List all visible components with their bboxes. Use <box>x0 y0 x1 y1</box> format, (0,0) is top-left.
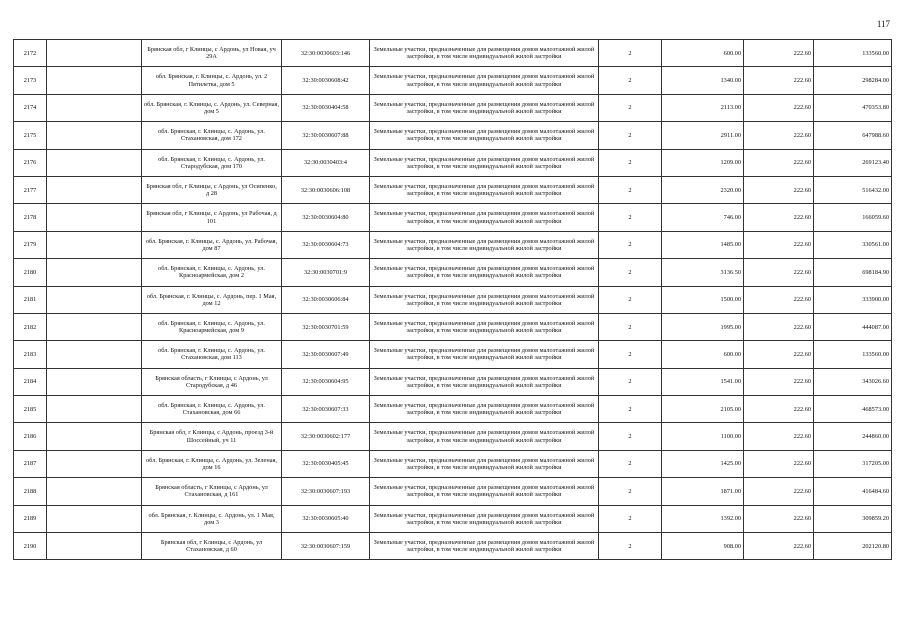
table-row <box>14 368 892 395</box>
empty-cell <box>47 423 142 450</box>
area-cell: 600.00 <box>662 40 744 67</box>
land-use-cell: Земельные участки, предназначенные для размещения домов малоэтажной жилой застройки, в том числе индивидуальной жилой застройки <box>370 478 599 505</box>
address-cell: обл. Брянская, г. Клинцы, с. Ардонь, ул. 2 Пятилетка, дом 5 <box>142 67 282 94</box>
table-row <box>14 259 892 286</box>
row-number: 2189 <box>14 505 47 532</box>
empty-cell <box>47 533 142 560</box>
rate-cell: 222.60 <box>744 286 814 313</box>
cadastral-number-cell: 32:30:0030605:40 <box>282 505 370 532</box>
rate-cell: 222.60 <box>744 204 814 231</box>
row-number: 2184 <box>14 368 47 395</box>
rate-cell: 222.60 <box>744 67 814 94</box>
category-cell: 2 <box>599 259 662 286</box>
area-cell: 1871.00 <box>662 478 744 505</box>
row-number: 2174 <box>14 94 47 121</box>
category-cell: 2 <box>599 450 662 477</box>
land-use-cell: Земельные участки, предназначенные для размещения домов малоэтажной жилой застройки, в том числе индивидуальной жилой застройки <box>370 533 599 560</box>
address-cell: Брянская обл, г Клинцы, с Ардонь, ул Рабочая, д 101 <box>142 204 282 231</box>
land-use-cell: Земельные участки, предназначенные для размещения домов малоэтажной жилой застройки, в том числе индивидуальной жилой застройки <box>370 40 599 67</box>
category-cell: 2 <box>599 423 662 450</box>
rate-cell: 222.60 <box>744 313 814 340</box>
address-cell: Брянская обл, г Клинцы, с Ардонь, ул Осипенко, д 28 <box>142 176 282 203</box>
land-use-cell: Земельные участки, предназначенные для размещения домов малоэтажной жилой застройки, в том числе индивидуальной жилой застройки <box>370 505 599 532</box>
category-cell: 2 <box>599 204 662 231</box>
cadastral-value-cell: 298284.00 <box>814 67 892 94</box>
row-number: 2177 <box>14 176 47 203</box>
table-row <box>14 176 892 203</box>
empty-cell <box>47 204 142 231</box>
empty-cell <box>47 313 142 340</box>
rate-cell: 222.60 <box>744 40 814 67</box>
address-cell: обл. Брянская, г. Клинцы, с. Ардонь, ул. Рабочая, дом 87 <box>142 231 282 258</box>
category-cell: 2 <box>599 40 662 67</box>
row-number: 2180 <box>14 259 47 286</box>
address-cell: обл. Брянская, г. Клинцы, с. Ардонь, ул. Красноармейская, дом 2 <box>142 259 282 286</box>
cadastral-number-cell: 32:30:0030403:4 <box>282 149 370 176</box>
land-use-cell: Земельные участки, предназначенные для размещения домов малоэтажной жилой застройки, в том числе индивидуальной жилой застройки <box>370 122 599 149</box>
cadastral-value-cell: 333900.00 <box>814 286 892 313</box>
table-row <box>14 231 892 258</box>
category-cell: 2 <box>599 505 662 532</box>
area-cell: 600.00 <box>662 341 744 368</box>
land-use-cell: Земельные участки, предназначенные для размещения домов малоэтажной жилой застройки, в том числе индивидуальной жилой застройки <box>370 450 599 477</box>
land-use-cell: Земельные участки, предназначенные для размещения домов малоэтажной жилой застройки, в том числе индивидуальной жилой застройки <box>370 149 599 176</box>
table-row <box>14 94 892 121</box>
rate-cell: 222.60 <box>744 368 814 395</box>
empty-cell <box>47 149 142 176</box>
cadastral-value-cell: 416484.60 <box>814 478 892 505</box>
cadastral-number-cell: 32:30:0030606:108 <box>282 176 370 203</box>
land-use-cell: Земельные участки, предназначенные для размещения домов малоэтажной жилой застройки, в том числе индивидуальной жилой застройки <box>370 67 599 94</box>
cadastral-value-cell: 244860.00 <box>814 423 892 450</box>
table-row <box>14 286 892 313</box>
address-cell: Брянская область, г Клинцы, с Ардонь, ул Стахановская, д 161 <box>142 478 282 505</box>
rate-cell: 222.60 <box>744 533 814 560</box>
category-cell: 2 <box>599 122 662 149</box>
empty-cell <box>47 67 142 94</box>
rate-cell: 222.60 <box>744 231 814 258</box>
category-cell: 2 <box>599 231 662 258</box>
empty-cell <box>47 341 142 368</box>
table-row <box>14 478 892 505</box>
category-cell: 2 <box>599 533 662 560</box>
cadastral-value-cell: 166059.60 <box>814 204 892 231</box>
address-cell: обл. Брянская, г. Клинцы, с. Ардонь, ул. Красноармейская, дом 9 <box>142 313 282 340</box>
category-cell: 2 <box>599 341 662 368</box>
row-number: 2176 <box>14 149 47 176</box>
table-row <box>14 149 892 176</box>
cadastral-value-cell: 343026.60 <box>814 368 892 395</box>
land-use-cell: Земельные участки, предназначенные для размещения домов малоэтажной жилой застройки, в том числе индивидуальной жилой застройки <box>370 313 599 340</box>
address-cell: Брянская обл, г Клинцы, с Ардонь, ул Стахановская, д 60 <box>142 533 282 560</box>
rate-cell: 222.60 <box>744 423 814 450</box>
row-number: 2173 <box>14 67 47 94</box>
category-cell: 2 <box>599 368 662 395</box>
empty-cell <box>47 478 142 505</box>
area-cell: 1995.00 <box>662 313 744 340</box>
category-cell: 2 <box>599 286 662 313</box>
cadastral-number-cell: 32:30:0030606:84 <box>282 286 370 313</box>
land-use-cell: Земельные участки, предназначенные для размещения домов малоэтажной жилой застройки, в том числе индивидуальной жилой застройки <box>370 94 599 121</box>
empty-cell <box>47 450 142 477</box>
land-use-cell: Земельные участки, предназначенные для размещения домов малоэтажной жилой застройки, в том числе индивидуальной жилой застройки <box>370 396 599 423</box>
rate-cell: 222.60 <box>744 341 814 368</box>
land-use-cell: Земельные участки, предназначенные для размещения домов малоэтажной жилой застройки, в том числе индивидуальной жилой застройки <box>370 204 599 231</box>
cadastral-value-cell: 269123.40 <box>814 149 892 176</box>
table-row <box>14 341 892 368</box>
category-cell: 2 <box>599 478 662 505</box>
land-use-cell: Земельные участки, предназначенные для размещения домов малоэтажной жилой застройки, в том числе индивидуальной жилой застройки <box>370 368 599 395</box>
cadastral-value-cell: 133560.00 <box>814 40 892 67</box>
table-row <box>14 40 892 67</box>
cadastral-number-cell: 32:30:0030604:73 <box>282 231 370 258</box>
empty-cell <box>47 505 142 532</box>
empty-cell <box>47 176 142 203</box>
rate-cell: 222.60 <box>744 505 814 532</box>
address-cell: обл. Брянская, г. Клинцы, с. Ардонь, ул. Северная, дом 5 <box>142 94 282 121</box>
category-cell: 2 <box>599 396 662 423</box>
cadastral-number-cell: 32:30:0030607:33 <box>282 396 370 423</box>
address-cell: обл. Брянская, г. Клинцы, с. Ардонь, ул. Стахановская, дом 66 <box>142 396 282 423</box>
cadastral-number-cell: 32:30:0030607:193 <box>282 478 370 505</box>
cadastral-number-cell: 32:30:0030608:42 <box>282 67 370 94</box>
area-cell: 746.00 <box>662 204 744 231</box>
row-number: 2188 <box>14 478 47 505</box>
row-number: 2181 <box>14 286 47 313</box>
area-cell: 1340.00 <box>662 67 744 94</box>
land-registry-table <box>13 39 892 560</box>
cadastral-number-cell: 32:30:0030607:159 <box>282 533 370 560</box>
empty-cell <box>47 396 142 423</box>
address-cell: обл. Брянская, г. Клинцы, с. Ардонь, ул. Стахановская, дом 113 <box>142 341 282 368</box>
area-cell: 2105.00 <box>662 396 744 423</box>
empty-cell <box>47 94 142 121</box>
rate-cell: 222.60 <box>744 259 814 286</box>
area-cell: 1485.00 <box>662 231 744 258</box>
table-row <box>14 396 892 423</box>
address-cell: Брянская обл, г Клинцы, с Ардонь, проезд 3-й Шоссейный, уч 11 <box>142 423 282 450</box>
address-cell: обл. Брянская, г. Клинцы, с. Ардонь, ул. Стахановская, дом 172 <box>142 122 282 149</box>
land-use-cell: Земельные участки, предназначенные для размещения домов малоэтажной жилой застройки, в том числе индивидуальной жилой застройки <box>370 176 599 203</box>
empty-cell <box>47 368 142 395</box>
cadastral-number-cell: 32:30:0030701:59 <box>282 313 370 340</box>
row-number: 2185 <box>14 396 47 423</box>
address-cell: обл. Брянская, г. Клинцы, с. Ардонь, ул. Стародубская, дом 170 <box>142 149 282 176</box>
cadastral-number-cell: 32:30:0030604:80 <box>282 204 370 231</box>
row-number: 2186 <box>14 423 47 450</box>
cadastral-value-cell: 202120.80 <box>814 533 892 560</box>
category-cell: 2 <box>599 67 662 94</box>
area-cell: 3136.50 <box>662 259 744 286</box>
cadastral-number-cell: 32:30:0030603:146 <box>282 40 370 67</box>
area-cell: 1425.00 <box>662 450 744 477</box>
table-row <box>14 122 892 149</box>
rate-cell: 222.60 <box>744 478 814 505</box>
area-cell: 1541.00 <box>662 368 744 395</box>
area-cell: 2320.00 <box>662 176 744 203</box>
category-cell: 2 <box>599 176 662 203</box>
rate-cell: 222.60 <box>744 149 814 176</box>
cadastral-number-cell: 32:30:0030405:45 <box>282 450 370 477</box>
table-row <box>14 423 892 450</box>
area-cell: 2911.00 <box>662 122 744 149</box>
category-cell: 2 <box>599 313 662 340</box>
rate-cell: 222.60 <box>744 396 814 423</box>
table-row <box>14 204 892 231</box>
cadastral-value-cell: 309859.20 <box>814 505 892 532</box>
cadastral-number-cell: 32:30:0030607:88 <box>282 122 370 149</box>
cadastral-number-cell: 32:30:0030701:9 <box>282 259 370 286</box>
cadastral-number-cell: 32:30:0030404:58 <box>282 94 370 121</box>
row-number: 2183 <box>14 341 47 368</box>
rate-cell: 222.60 <box>744 122 814 149</box>
empty-cell <box>47 286 142 313</box>
table-body <box>14 40 892 560</box>
area-cell: 908.00 <box>662 533 744 560</box>
table-row <box>14 67 892 94</box>
empty-cell <box>47 259 142 286</box>
land-use-cell: Земельные участки, предназначенные для размещения домов малоэтажной жилой застройки, в том числе индивидуальной жилой застройки <box>370 286 599 313</box>
cadastral-value-cell: 698184.90 <box>814 259 892 286</box>
cadastral-number-cell: 32:30:0030607:49 <box>282 341 370 368</box>
rate-cell: 222.60 <box>744 94 814 121</box>
land-use-cell: Земельные участки, предназначенные для размещения домов малоэтажной жилой застройки, в том числе индивидуальной жилой застройки <box>370 423 599 450</box>
address-cell: Брянская область, г Клинцы, с Ардонь, ул Стародубская, д 46 <box>142 368 282 395</box>
cadastral-value-cell: 647988.60 <box>814 122 892 149</box>
cadastral-number-cell: 32:30:0030604:95 <box>282 368 370 395</box>
row-number: 2178 <box>14 204 47 231</box>
cadastral-value-cell: 317205.00 <box>814 450 892 477</box>
area-cell: 1209.00 <box>662 149 744 176</box>
row-number: 2182 <box>14 313 47 340</box>
empty-cell <box>47 231 142 258</box>
category-cell: 2 <box>599 149 662 176</box>
cadastral-value-cell: 516432.00 <box>814 176 892 203</box>
row-number: 2179 <box>14 231 47 258</box>
empty-cell <box>47 40 142 67</box>
table-row <box>14 505 892 532</box>
table-row <box>14 450 892 477</box>
area-cell: 1500.00 <box>662 286 744 313</box>
category-cell: 2 <box>599 94 662 121</box>
address-cell: Брянская обл, г Клинцы, с Ардонь, ул Новая, уч 29А <box>142 40 282 67</box>
cadastral-value-cell: 444087.00 <box>814 313 892 340</box>
address-cell: обл. Брянская, г. Клинцы, с. Ардонь, ул. 1 Мая, дом 3 <box>142 505 282 532</box>
area-cell: 1100.00 <box>662 423 744 450</box>
empty-cell <box>47 122 142 149</box>
land-use-cell: Земельные участки, предназначенные для размещения домов малоэтажной жилой застройки, в том числе индивидуальной жилой застройки <box>370 341 599 368</box>
cadastral-value-cell: 470353.80 <box>814 94 892 121</box>
address-cell: обл. Брянская, г. Клинцы, с. Ардонь, пер. 1 Мая, дом 12 <box>142 286 282 313</box>
land-use-cell: Земельные участки, предназначенные для размещения домов малоэтажной жилой застройки, в том числе индивидуальной жилой застройки <box>370 259 599 286</box>
row-number: 2187 <box>14 450 47 477</box>
rate-cell: 222.60 <box>744 450 814 477</box>
area-cell: 2113.00 <box>662 94 744 121</box>
address-cell: обл. Брянская, г. Клинцы, с. Ардонь, ул. Зеленая, дом 16 <box>142 450 282 477</box>
table-row <box>14 313 892 340</box>
area-cell: 1392.00 <box>662 505 744 532</box>
row-number: 2190 <box>14 533 47 560</box>
rate-cell: 222.60 <box>744 176 814 203</box>
page-number: 117 <box>876 19 890 29</box>
cadastral-number-cell: 32:30:0030602:177 <box>282 423 370 450</box>
row-number: 2175 <box>14 122 47 149</box>
cadastral-value-cell: 133560.00 <box>814 341 892 368</box>
cadastral-value-cell: 330561.00 <box>814 231 892 258</box>
cadastral-value-cell: 468573.00 <box>814 396 892 423</box>
land-use-cell: Земельные участки, предназначенные для размещения домов малоэтажной жилой застройки, в том числе индивидуальной жилой застройки <box>370 231 599 258</box>
row-number: 2172 <box>14 40 47 67</box>
table-row <box>14 533 892 560</box>
